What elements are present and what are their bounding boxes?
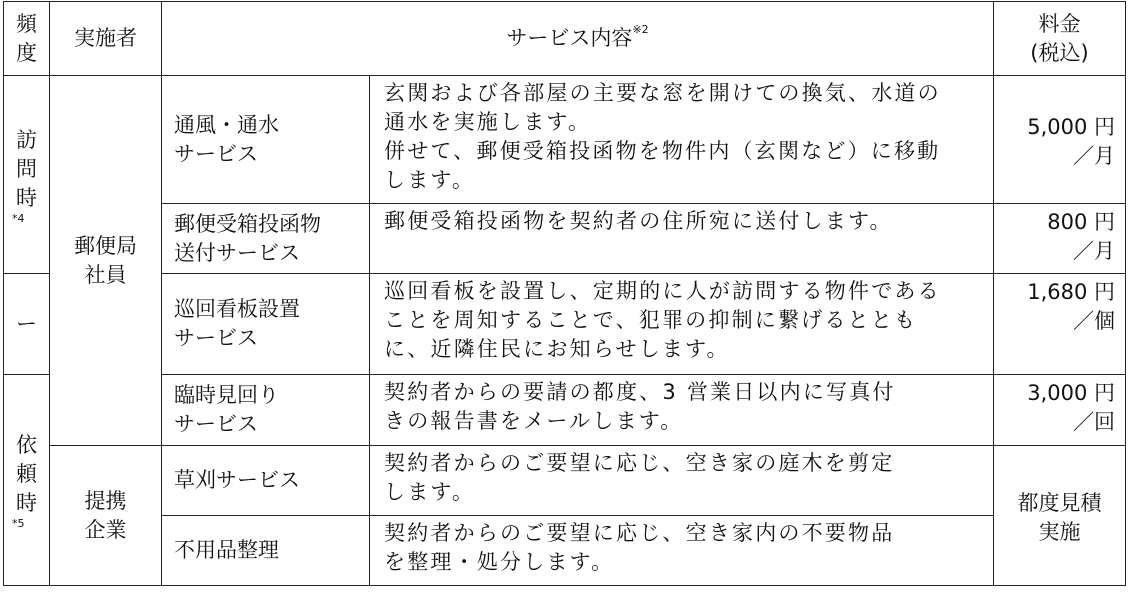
- service-description: 玄関および各部屋の主要な窓を開けての換気、水道の 通水を実施します。 併せて、郵便受箱投函物を物件内（玄関など）に移動 します。: [370, 76, 994, 204]
- request-note: *5: [12, 517, 25, 530]
- header-service-content: サービス内容$^{※2}$: [162, 2, 994, 76]
- table-row: [4, 446, 1126, 516]
- table-row: [4, 204, 1126, 274]
- service-name: 不用品整理: [162, 516, 370, 586]
- table-row: [4, 274, 1126, 375]
- service-name: 巡回看板設置 サービス: [162, 274, 370, 375]
- service-fee: 5,000 円 ／月: [994, 76, 1126, 204]
- service-name: 臨時見回り サービス: [162, 375, 370, 446]
- implementer-post-office: 郵便局 社員: [50, 76, 162, 446]
- service-fee-quote: 都度見積 実施: [994, 446, 1126, 586]
- table-row: [4, 375, 1126, 446]
- service-name: 郵便受箱投函物 送付サービス: [162, 204, 370, 274]
- service-description: 契約者からの要請の都度、3 営業日以内に写真付 きの報告書をメールします。: [370, 375, 994, 446]
- visit-note: *4: [12, 211, 25, 225]
- freq-dash: ー: [4, 274, 50, 375]
- header-implementer: 実施者: [50, 2, 162, 76]
- table-row: [4, 76, 1126, 204]
- services-table: [3, 1, 1126, 586]
- header-frequency: 頻 度: [4, 2, 50, 76]
- service-fee: 1,680 円 ／個: [994, 274, 1126, 375]
- header-row: [4, 2, 1126, 76]
- implementer-partner: 提携 企業: [50, 446, 162, 586]
- service-name: 草刈サービス: [162, 446, 370, 516]
- service-description: 郵便受箱投函物を契約者の住所宛に送付します。: [370, 204, 994, 274]
- service-description: 契約者からのご要望に応じ、空き家内の不要物品 を整理・処分します。: [370, 516, 994, 586]
- service-name: 通風・通水 サービス: [162, 76, 370, 204]
- service-fee: 800 円 ／月: [994, 204, 1126, 274]
- service-fee: 3,000 円 ／回: [994, 375, 1126, 446]
- freq-visit: 訪 問 時 *4: [4, 76, 50, 274]
- table-row: [4, 516, 1126, 586]
- service-description: 契約者からのご要望に応じ、空き家の庭木を剪定 します。: [370, 446, 994, 516]
- header-fee: 料金 (税込): [994, 2, 1126, 76]
- freq-request: 依 頼 時 *5: [4, 375, 50, 586]
- service-description: 巡回看板を設置し、定期的に人が訪問する物件である ことを周知することで、犯罪の抑制に繋げるととも に、近隣住民にお知らせします。: [370, 274, 994, 375]
- service-note: ※2: [632, 23, 649, 36]
